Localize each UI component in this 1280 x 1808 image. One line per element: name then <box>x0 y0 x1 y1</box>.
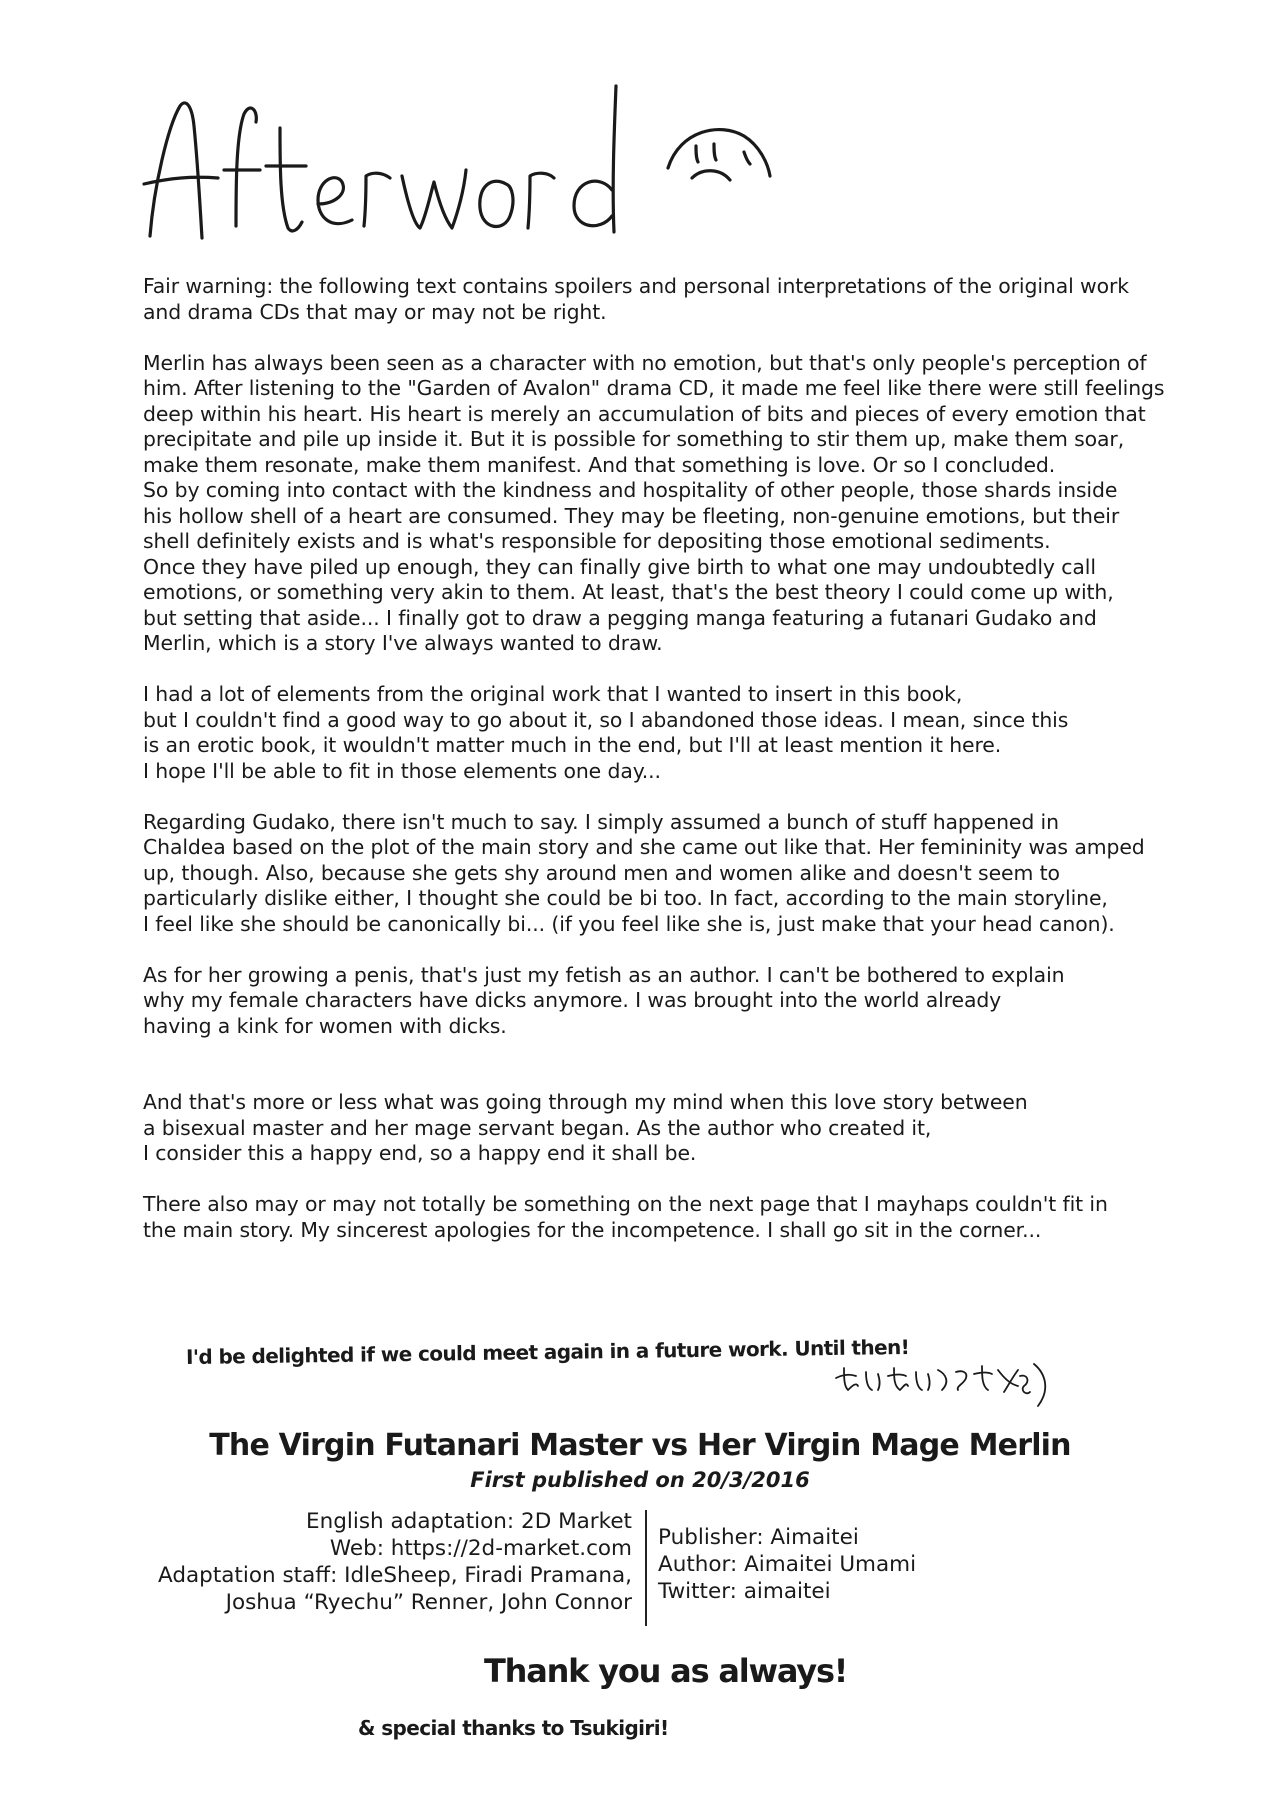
author-signature <box>832 1356 1054 1416</box>
paragraph-elements <box>143 682 1153 784</box>
credit-line: Twitter: aimaitei <box>658 1579 831 1604</box>
text-line: I had a lot of elements from the original work that I wanted to insert in this book, <box>143 682 963 706</box>
text-line: I consider this a happy end, so a happy end it shall be. <box>143 1141 697 1165</box>
credit-line: English adaptation: 2D Market <box>306 1509 632 1534</box>
paragraph-love-story <box>143 1090 1153 1167</box>
text-line: And that's more or less what was going through my mind when this love story between <box>143 1090 1028 1114</box>
text-line: Once they have piled up enough, they can finally give birth to what one may undoubtedly call <box>143 554 1096 579</box>
text-line: and drama CDs that may or may not be right. <box>143 299 607 324</box>
credit-line: Author: Aimaitei Umami <box>658 1552 917 1577</box>
text-line: There also may or may not totally be something on the next page that I mayhaps couldn't fit in <box>143 1192 1108 1216</box>
text-line: make them resonate, make them manifest. And that something is love. Or so I concluded. <box>143 452 1056 477</box>
paragraph-gudako <box>143 810 1153 938</box>
text-line: emotions, or something very akin to them. At least, that's the best theory I could come up with, <box>143 580 1114 604</box>
text-line: but setting that aside... I finally got to draw a pegging manga featuring a futanari Gudako and <box>143 605 1097 630</box>
credits-publisher <box>658 1524 916 1605</box>
text-line: a bisexual master and her mage servant began. As the author who created it, <box>143 1115 932 1140</box>
text-line: is an erotic book, it wouldn't matter much in the end, but I'll at least mention it here. <box>143 733 1002 757</box>
text-line: particularly dislike either, I thought she could be bi too. In fact, according to the main storyline, <box>143 886 1108 910</box>
text-line: As for her growing a penis, that's just my fetish as an author. I can't be bothered to explain <box>143 962 1065 987</box>
text-line: Fair warning: the following text contains spoilers and personal interpretations of the original work <box>143 274 1129 298</box>
special-thanks: & special thanks to Tsukigiri! <box>358 1716 669 1740</box>
text-line: his hollow shell of a heart are consumed. They may be fleeting, non-genuine emotions, but their <box>143 503 1120 528</box>
credit-line: Adaptation staff: IdleSheep, Firadi Pramana, <box>158 1563 632 1588</box>
credits-divider <box>645 1510 647 1626</box>
text-line: but I couldn't find a good way to go about it, so I abandoned those ideas. I mean, since this <box>143 707 1069 732</box>
text-line: deep within his heart. His heart is merely an accumulation of bits and pieces of every emotion that <box>143 401 1146 426</box>
credit-line: Publisher: Aimaitei <box>658 1525 859 1550</box>
text-line: I hope I'll be able to fit in those elements one day... <box>143 758 661 783</box>
credit-line: Joshua “Ryechu” Renner, John Connor <box>225 1590 632 1615</box>
afterword-heading <box>140 66 780 266</box>
text-line: Chaldea based on the plot of the main story and she came out like that. Her femininity was amped <box>143 835 1145 859</box>
text-line: the main story. My sincerest apologies for the incompetence. I shall go sit in the corner... <box>143 1217 1042 1242</box>
credit-line: Web: https://2d-market.com <box>329 1536 632 1561</box>
paragraph-next-page <box>143 1192 1153 1243</box>
text-line: him. After listening to the "Garden of Avalon" drama CD, it made me feel like there were still feelings <box>143 376 1165 400</box>
thanks-message: Thank you as always! <box>484 1652 848 1690</box>
text-line: shell definitely exists and is what's responsible for depositing those emotional sediments. <box>143 529 1051 553</box>
book-title: The Virgin Futanari Master vs Her Virgin Mage Merlin <box>209 1428 1071 1463</box>
text-line: having a kink for women with dicks. <box>143 1013 507 1038</box>
text-line: up, though. Also, because she gets shy around men and women alike and doesn't seem to <box>143 860 1060 885</box>
text-line: precipitate and pile up inside it. But it is possible for something to stir them up, make them soar, <box>143 427 1125 451</box>
paragraph-merlin <box>143 350 1165 657</box>
paragraph-fetish <box>143 963 1153 1040</box>
text-line: why my female characters have dicks anymore. I was brought into the world already <box>143 988 1002 1012</box>
afterword-body <box>143 274 1165 1243</box>
credits-adaptation <box>100 1508 632 1616</box>
text-line: So by coming into contact with the kindness and hospitality of other people, those shards inside <box>143 478 1118 502</box>
publication-date: First published on 20/3/2016 <box>470 1468 810 1492</box>
text-line: Merlin, which is a story I've always wanted to draw. <box>143 631 663 655</box>
text-line: Merlin has always been seen as a character with no emotion, but that's only people's perception of <box>143 350 1147 375</box>
text-line: Regarding Gudako, there isn't much to say. I simply assumed a bunch of stuff happened in <box>143 809 1059 834</box>
afterword-heading-art <box>140 66 780 266</box>
text-line: I feel like she should be canonically bi... (if you feel like she is, just make that your head canon). <box>143 911 1115 936</box>
paragraph-warning <box>143 274 1153 325</box>
closing-message: I'd be delighted if we could meet again in a future work. Until then! <box>185 1334 910 1370</box>
